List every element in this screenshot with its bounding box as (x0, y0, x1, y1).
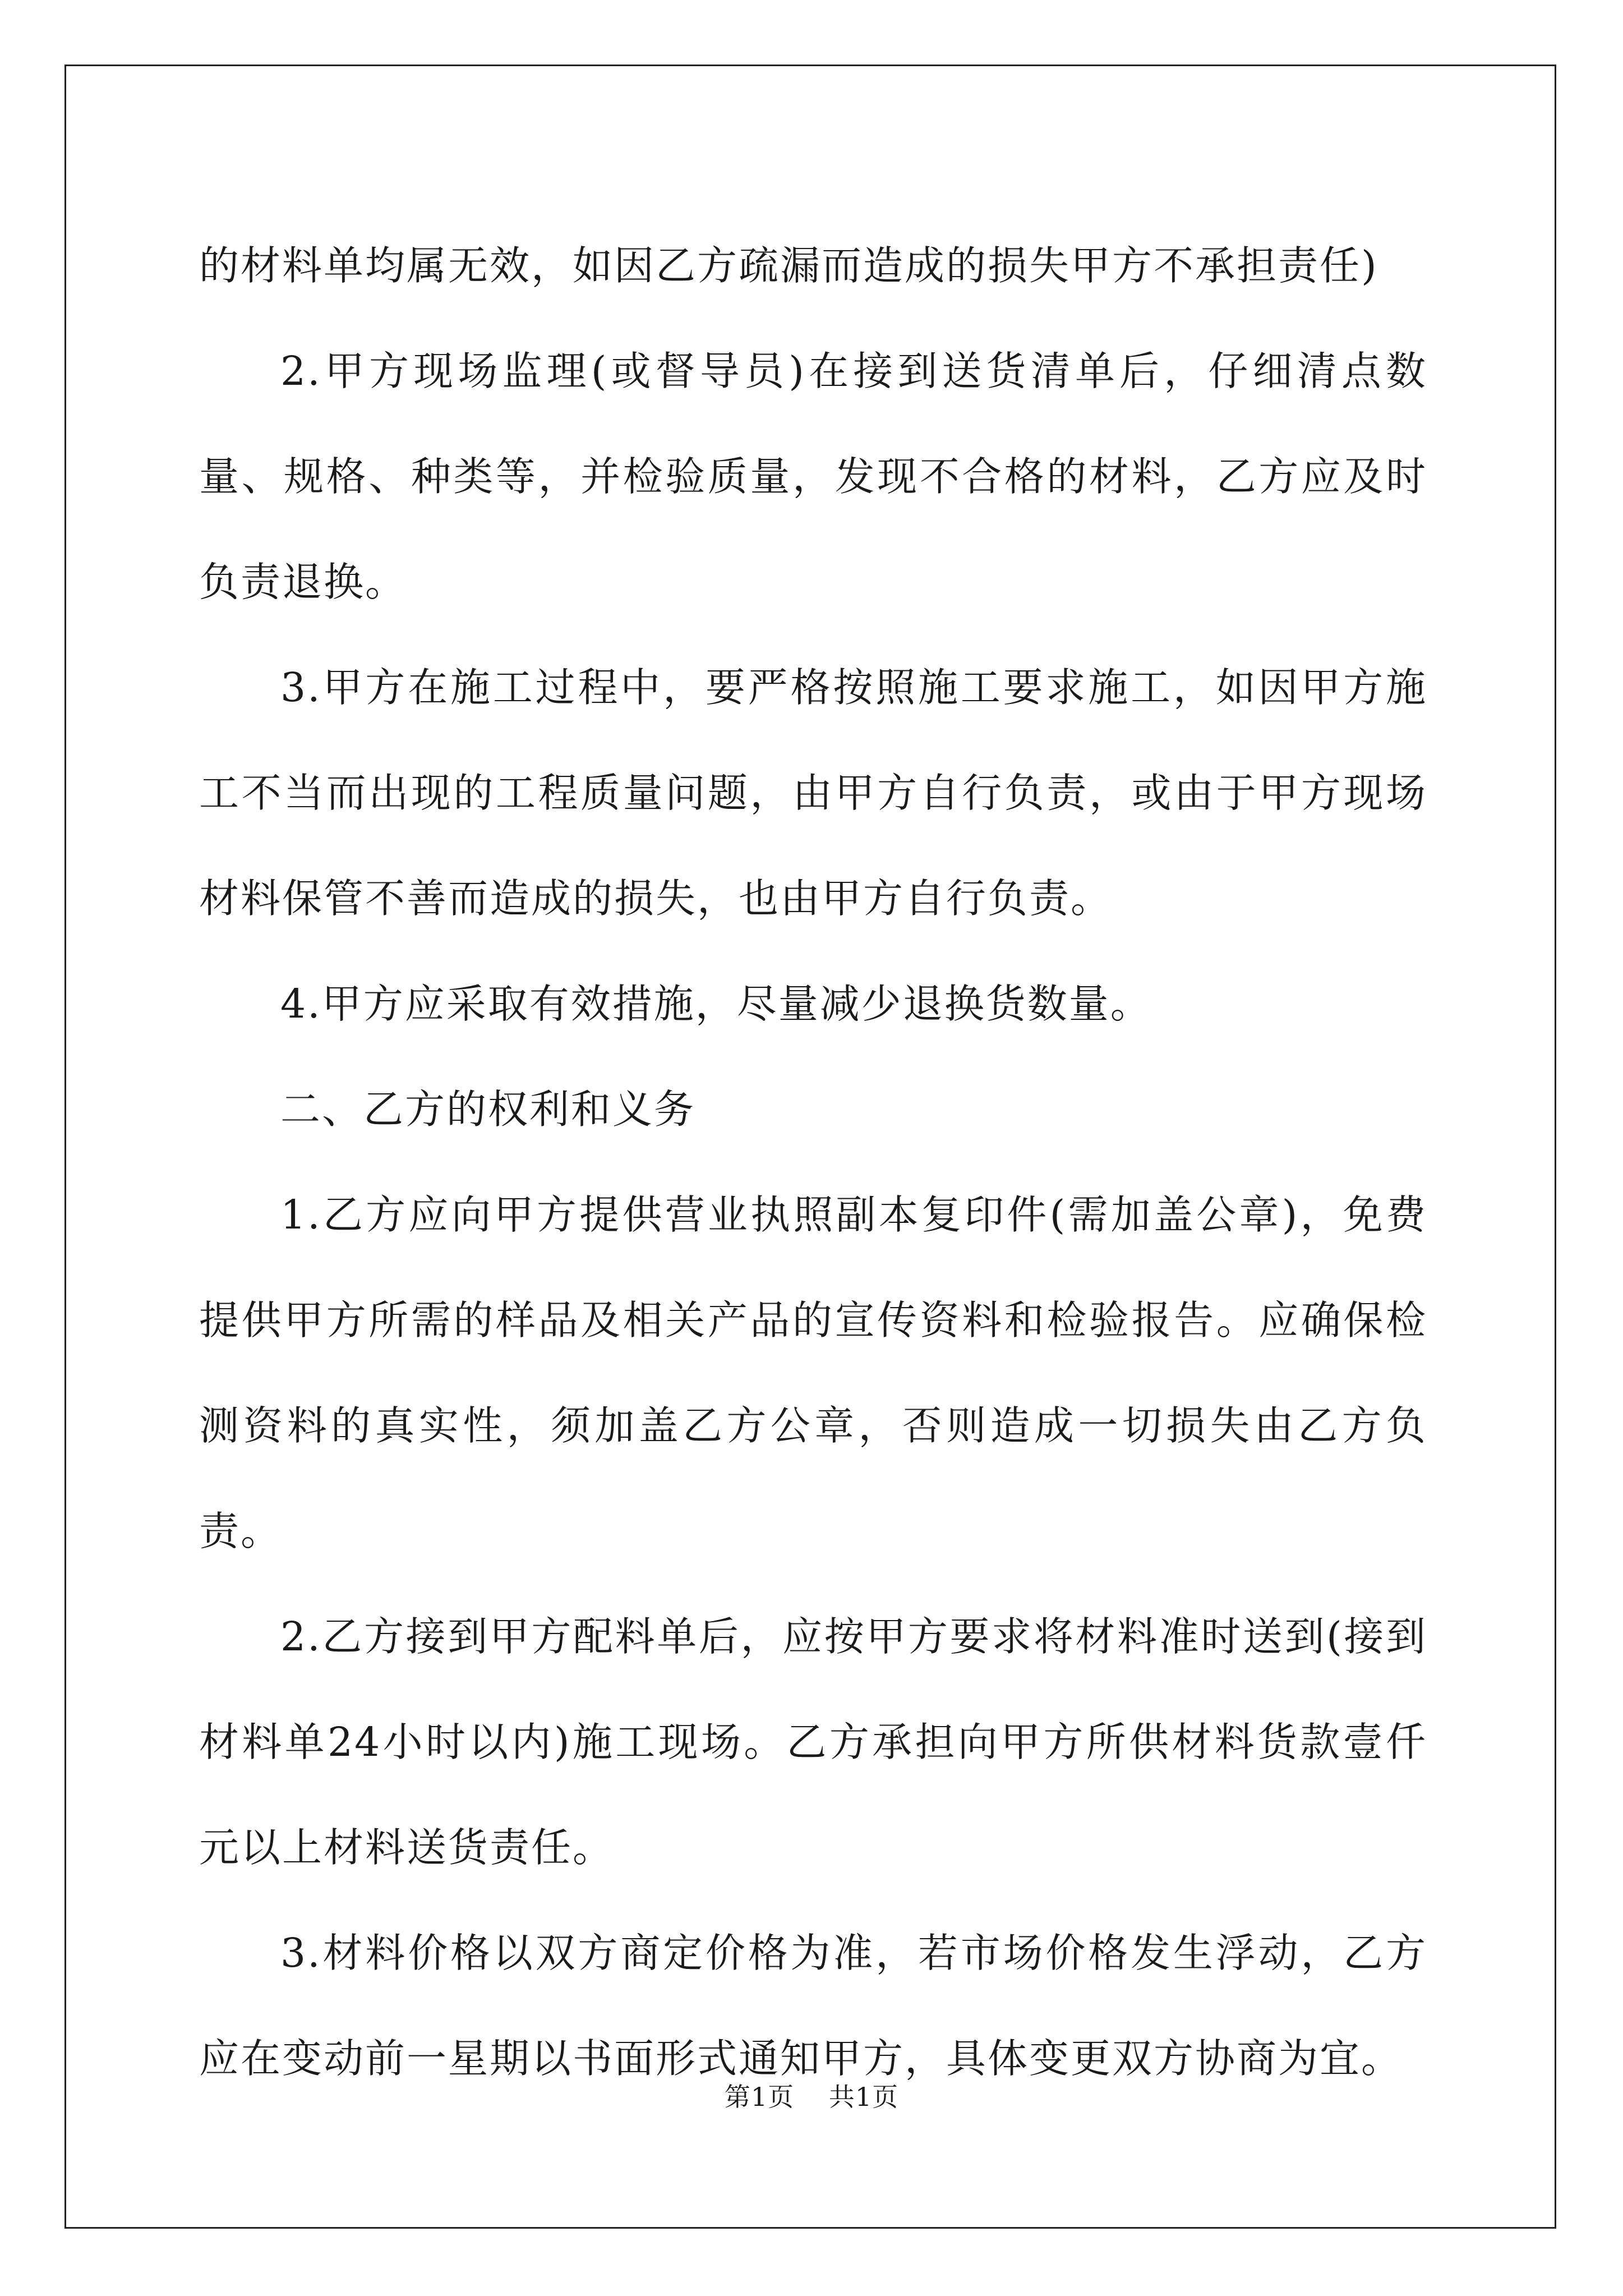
paragraph-clause-a3: 3.甲方在施工过程中，要严格按照施工要求施工，如因甲方施工不当而出现的工程质量问题，由甲方自行负责，或由于甲方现场材料保管不善而造成的损失，也由甲方自行负责。 (199, 664, 1427, 922)
document-body (199, 213, 1427, 2111)
paragraph-continuation: 的材料单均属无效，如因乙方疏漏而造成的损失甲方不承担责任) (199, 242, 1378, 289)
paragraph-clause-a2: 2.甲方现场监理(或督导员)在接到送货清单后，仔细清点数量、规格、种类等，并检验质量，发现不合格的材料，乙方应及时负责退换。 (199, 348, 1427, 605)
paragraph-clause-b1: 1.乙方应向甲方提供营业执照副本复印件(需加盖公章)，免费提供甲方所需的样品及相关产品的宣传资料和检验报告。应确保检测资料的真实性，须加盖乙方公章，否则造成一切损失由乙方负责。 (199, 1191, 1427, 1554)
section-heading: 二、乙方的权利和义务 (280, 1086, 696, 1133)
page-number: 第1页 (724, 2082, 795, 2112)
paragraph-clause-a4: 4.甲方应采取有效措施，尽量减少退换货数量。 (280, 981, 1152, 1027)
paragraph-clause-b2: 2.乙方接到甲方配料单后，应按甲方要求将材料准时送到(接到材料单24小时以内)施工现场。乙方承担向甲方所供材料货款壹仟元以上材料送货责任。 (199, 1613, 1427, 1871)
page-footer (0, 2080, 1623, 2114)
page-total: 共1页 (828, 2082, 899, 2112)
paragraph-clause-b3: 3.材料价格以双方商定价格为准，若市场价格发生浮动，乙方应在变动前一星期以书面形式通知甲方，具体变更双方协商为宜。 (199, 1930, 1427, 2082)
